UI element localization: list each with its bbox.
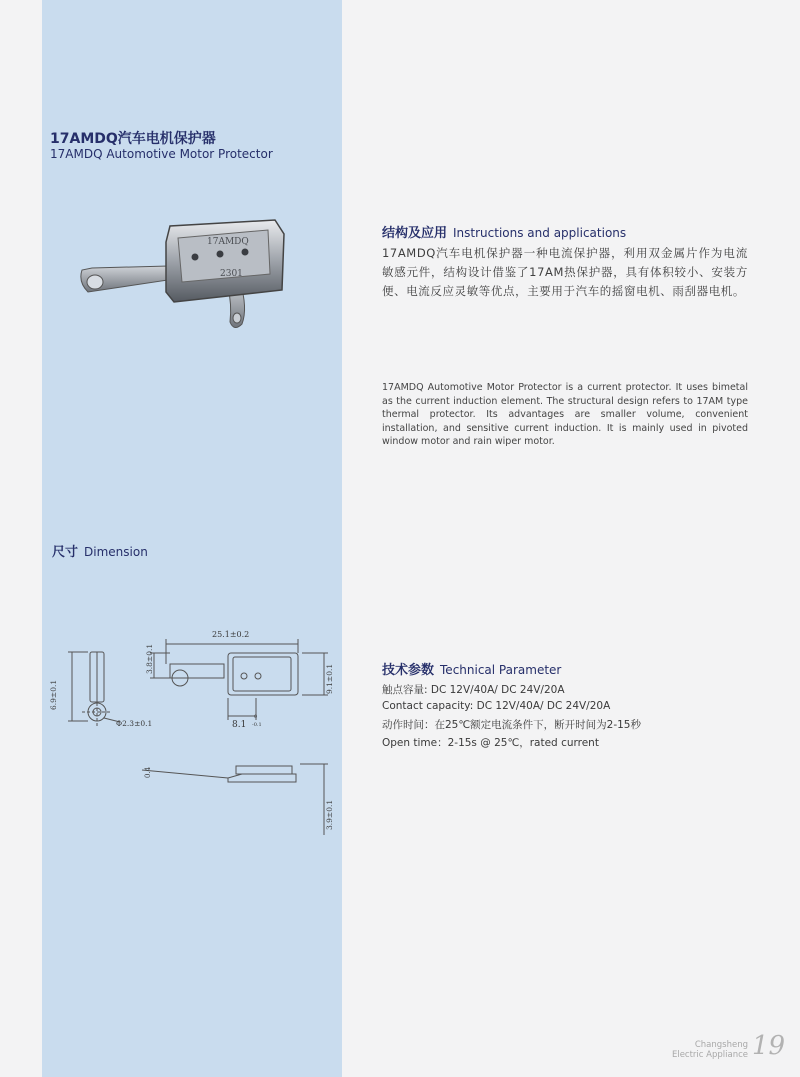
- product-photo: [70, 212, 300, 342]
- dim-body-tol-upper: 0: [254, 714, 258, 720]
- instructions-text-cn: 17AMDQ汽车电机保护器一种电流保护器，利用双金属片作为电流敏感元件，结构设计借鉴了17AM热保护器，具有体积较小、安装方便、电流反应灵敏等优点，主要用于汽车的摇窗电机、雨刮器电机。: [382, 246, 748, 298]
- terminal-hole: [87, 275, 103, 289]
- footer-brand: [660, 1040, 748, 1060]
- dim-body-length-label: 8.1: [232, 720, 247, 730]
- dimension-heading: [52, 541, 148, 560]
- footer-brand-line2: Electric Appliance: [671, 1050, 748, 1060]
- open-time-en: Open time：2-15s @ 25℃，rated current: [382, 737, 599, 749]
- dimension-heading-en: Dimension: [84, 545, 148, 559]
- instructions-text-en: 17AMDQ Automotive Motor Protector is a current protector. It uses bimetal as the current induction element. The structural design refers to 17AM type thermal protector. Its advantages are smaller volume, convenient installation, and sensitive current induction. It is mainly used in pivoted window motor and rain wiper motor.: [382, 382, 748, 447]
- product-marking-bottom: 2301: [220, 269, 243, 279]
- instructions-heading-en: Instructions and applications: [453, 226, 627, 240]
- dim-length-label: 25.1±0.2: [212, 630, 250, 639]
- contact-capacity-en: Contact capacity: DC 12V/40A/ DC 24V/20A: [382, 700, 611, 712]
- technical-heading-en: Technical Parameter: [440, 663, 562, 677]
- dim-body-tol-lower: -0.1: [252, 722, 262, 728]
- dim-body-height-label: 9.1±0.1: [325, 663, 334, 694]
- page-number: 19: [752, 1031, 786, 1061]
- instructions-heading: [382, 222, 626, 241]
- contact-capacity-cn: 触点容量: DC 12V/40A/ DC 24V/20A: [382, 684, 565, 696]
- dim-tab-height-label: 3.8±0.1: [145, 643, 154, 674]
- instructions-heading-cn: 结构及应用: [382, 226, 448, 241]
- product-title-en: 17AMDQ Automotive Motor Protector: [50, 147, 273, 161]
- left-panel: [42, 0, 342, 1077]
- open-time-cn: 动作时间：在25℃额定电流条件下，断开时间为2-15秒: [382, 719, 641, 731]
- dim-thickness-label: 0.4: [144, 766, 152, 778]
- dimension-heading-cn: 尺寸: [52, 545, 79, 560]
- dimension-drawing: [42, 620, 342, 835]
- dim-total-height-label: 6.9±0.1: [49, 679, 58, 710]
- technical-heading: [382, 659, 561, 678]
- footer-brand-line1: Changsheng: [694, 1040, 748, 1050]
- dim-hole-label: Φ2.3±0.1: [116, 719, 153, 728]
- product-title-cn: 17AMDQ汽车电机保护器: [50, 131, 216, 147]
- product-marking-top: 17AMDQ: [207, 237, 249, 247]
- technical-heading-cn: 技术参数: [382, 663, 435, 678]
- dim-profile-height-label: 3.9±0.1: [325, 799, 334, 830]
